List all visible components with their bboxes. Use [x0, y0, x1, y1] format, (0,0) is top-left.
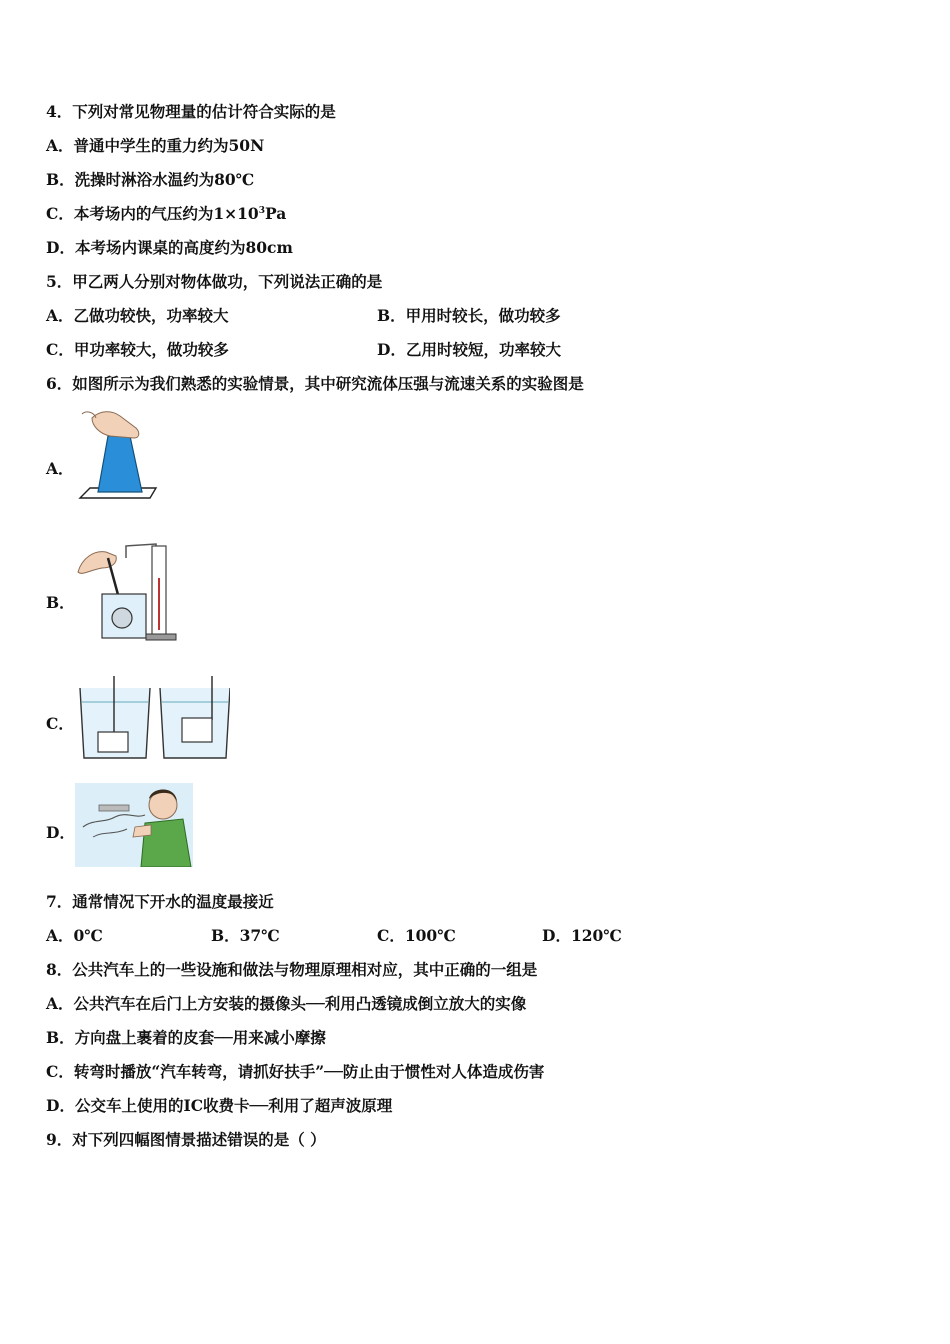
figure-c-beakers — [78, 672, 230, 764]
q5-option-d: D．乙用时较短，功率较大 — [377, 340, 561, 359]
q4-option-c — [46, 204, 286, 224]
q6-label-b: B． — [46, 593, 75, 612]
figure-a-inverted-cup — [78, 408, 160, 506]
q8-stem: 8．公共汽车上的一些设施和做法与物理原理相对应，其中正确的一组是 — [46, 960, 538, 979]
q6-stem: 6．如图所示为我们熟悉的实验情景，其中研究流体压强与流速关系的实验图是 — [46, 374, 584, 393]
q7-stem: 7．通常情况下开水的温度最接近 — [46, 892, 274, 911]
figure-b-pressure-gauge — [76, 538, 181, 644]
figure-d-blowing-paper — [75, 783, 193, 867]
q6-label-c: C． — [46, 714, 74, 733]
q5-option-c: C．甲功率较大，做功较多 — [46, 340, 229, 359]
q4-option-c-text: C．本考场内的气压约为1×10 — [46, 204, 259, 223]
q4-option-d: D．本考场内课桌的高度约为80cm — [46, 238, 293, 257]
q5-option-a: A．乙做功较快，功率较大 — [46, 306, 229, 325]
q6-label-d: D． — [46, 823, 75, 842]
q9-stem: 9．对下列四幅图情景描述错误的是（ ） — [46, 1130, 326, 1149]
q8-option-d: D．公交车上使用的IC收费卡──利用了超声波原理 — [46, 1096, 393, 1115]
q4-option-a: A．普通中学生的重力约为50N — [46, 136, 265, 155]
q4-option-c-exponent: 3 — [258, 206, 265, 216]
q8-option-a: A．公共汽车在后门上方安装的摄像头──利用凸透镜成倒立放大的实像 — [46, 994, 527, 1013]
q6-label-a: A． — [46, 459, 74, 478]
q7-option-d: D．120℃ — [542, 926, 622, 945]
q5-option-b: B．甲用时较长，做功较多 — [377, 306, 561, 325]
q4-option-c-unit: Pa — [264, 204, 287, 223]
q5-stem: 5．甲乙两人分别对物体做功，下列说法正确的是 — [46, 272, 383, 291]
q7-option-c: C．100℃ — [377, 926, 456, 945]
q4-stem: 4．下列对常见物理量的估计符合实际的是 — [46, 102, 336, 121]
q7-option-b: B．37℃ — [211, 926, 280, 945]
q8-option-c: C．转弯时播放“汽车转弯，请抓好扶手”──防止由于惯性对人体造成伤害 — [46, 1062, 545, 1081]
q4-option-b: B．洗操时淋浴水温约为80℃ — [46, 170, 255, 189]
q8-option-b: B．方向盘上裹着的皮套──用来减小摩擦 — [46, 1028, 326, 1047]
q7-option-a: A．0℃ — [46, 926, 103, 945]
